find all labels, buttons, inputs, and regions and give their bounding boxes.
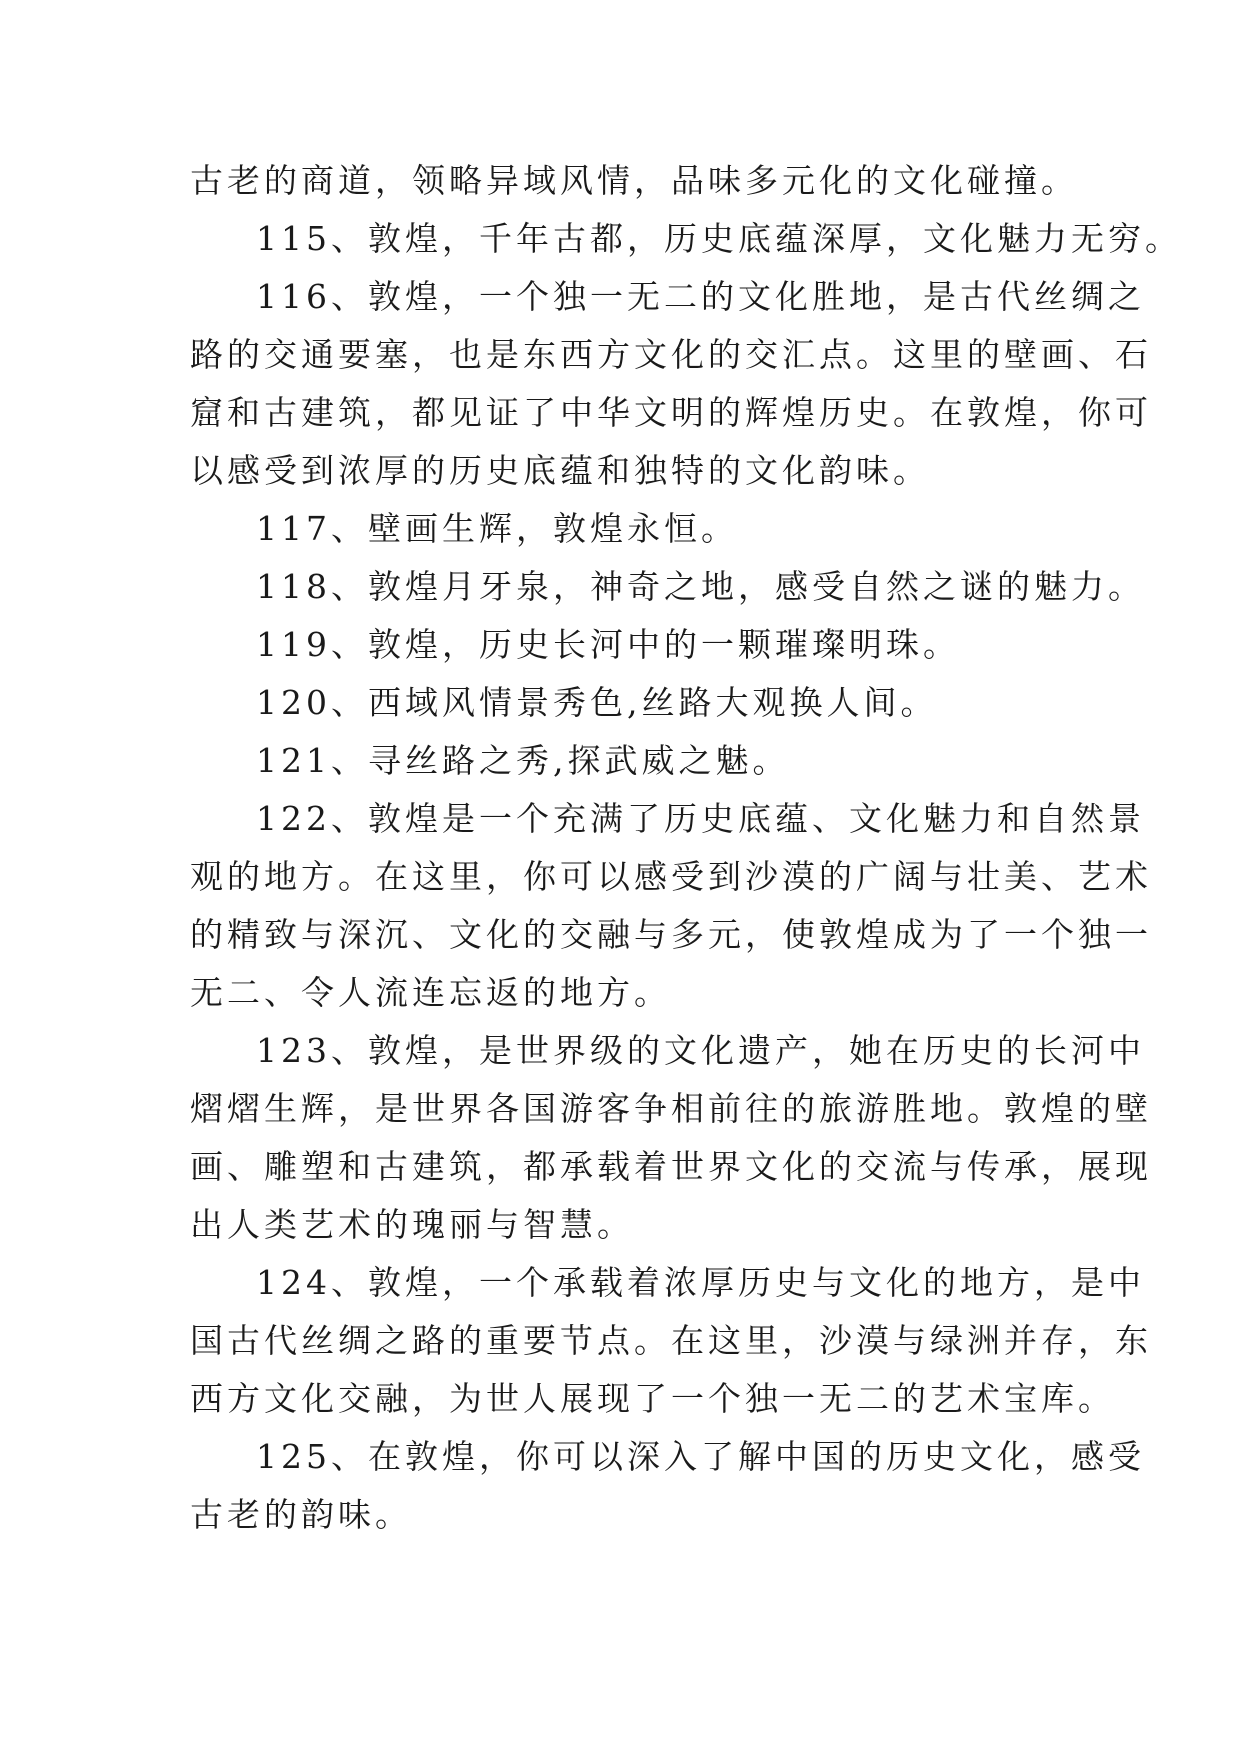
text-line: 熠熠生辉，是世界各国游客争相前往的旅游胜地。敦煌的壁 (190, 1089, 1152, 1128)
text-line: 122、敦煌是一个充满了历史底蕴、文化魅力和自然景 (256, 799, 1145, 838)
text-line: 以感受到浓厚的历史底蕴和独特的文化韵味。 (190, 451, 930, 490)
text-line: 古老的商道，领略异域风情，品味多元化的文化碰撞。 (190, 161, 1078, 200)
text-line: 西方文化交融，为世人展现了一个独一无二的艺术宝库。 (190, 1379, 1115, 1418)
text-line: 124、敦煌，一个承载着浓厚历史与文化的地方，是中 (256, 1263, 1145, 1302)
paragraph-121 (190, 732, 1070, 790)
text-line: 125、在敦煌，你可以深入了解中国的历史文化，感受 (256, 1437, 1145, 1476)
text-line: 116、敦煌，一个独一无二的文化胜地，是古代丝绸之 (256, 277, 1145, 316)
text-line: 画、雕塑和古建筑，都承载着世界文化的交流与传承，展现 (190, 1147, 1152, 1186)
paragraph-119 (190, 616, 1070, 674)
paragraph-125 (190, 1428, 1145, 1544)
text-line: 119、敦煌，历史长河中的一颗璀璨明珠。 (256, 625, 960, 664)
text-line: 窟和古建筑，都见证了中华文明的辉煌历史。在敦煌，你可 (190, 393, 1152, 432)
text-line: 的精致与深沉、文化的交融与多元，使敦煌成为了一个独一 (190, 915, 1152, 954)
paragraph-124 (190, 1254, 1152, 1428)
text-line: 115、敦煌，千年古都，历史底蕴深厚，文化魅力无穷。 (256, 219, 1182, 258)
document-body (190, 152, 1182, 1544)
text-line: 国古代丝绸之路的重要节点。在这里，沙漠与绿洲并存，东 (190, 1321, 1152, 1360)
text-line: 120、西域风情景秀色,丝路大观换人间。 (256, 683, 938, 722)
paragraph-117 (190, 500, 1070, 558)
paragraph-120 (190, 674, 1070, 732)
paragraph-116 (190, 268, 1152, 500)
text-line: 出人类艺术的瑰丽与智慧。 (190, 1205, 634, 1244)
paragraph-continuation (190, 152, 1078, 210)
text-line: 118、敦煌月牙泉，神奇之地，感受自然之谜的魅力。 (256, 567, 1145, 606)
text-line: 观的地方。在这里，你可以感受到沙漠的广阔与壮美、艺术 (190, 857, 1152, 896)
text-line: 121、寻丝路之秀,探武威之魅。 (256, 741, 790, 780)
text-line: 路的交通要塞，也是东西方文化的交汇点。这里的壁画、石 (190, 335, 1152, 374)
paragraph-118 (190, 558, 1145, 616)
text-line: 117、壁画生辉，敦煌永恒。 (256, 509, 738, 548)
text-line: 无二、令人流连忘返的地方。 (190, 973, 671, 1012)
paragraph-123 (190, 1022, 1152, 1254)
text-line: 123、敦煌，是世界级的文化遗产，她在历史的长河中 (256, 1031, 1145, 1070)
text-line: 古老的韵味。 (190, 1495, 412, 1534)
paragraph-122 (190, 790, 1152, 1022)
paragraph-115 (190, 210, 1182, 268)
